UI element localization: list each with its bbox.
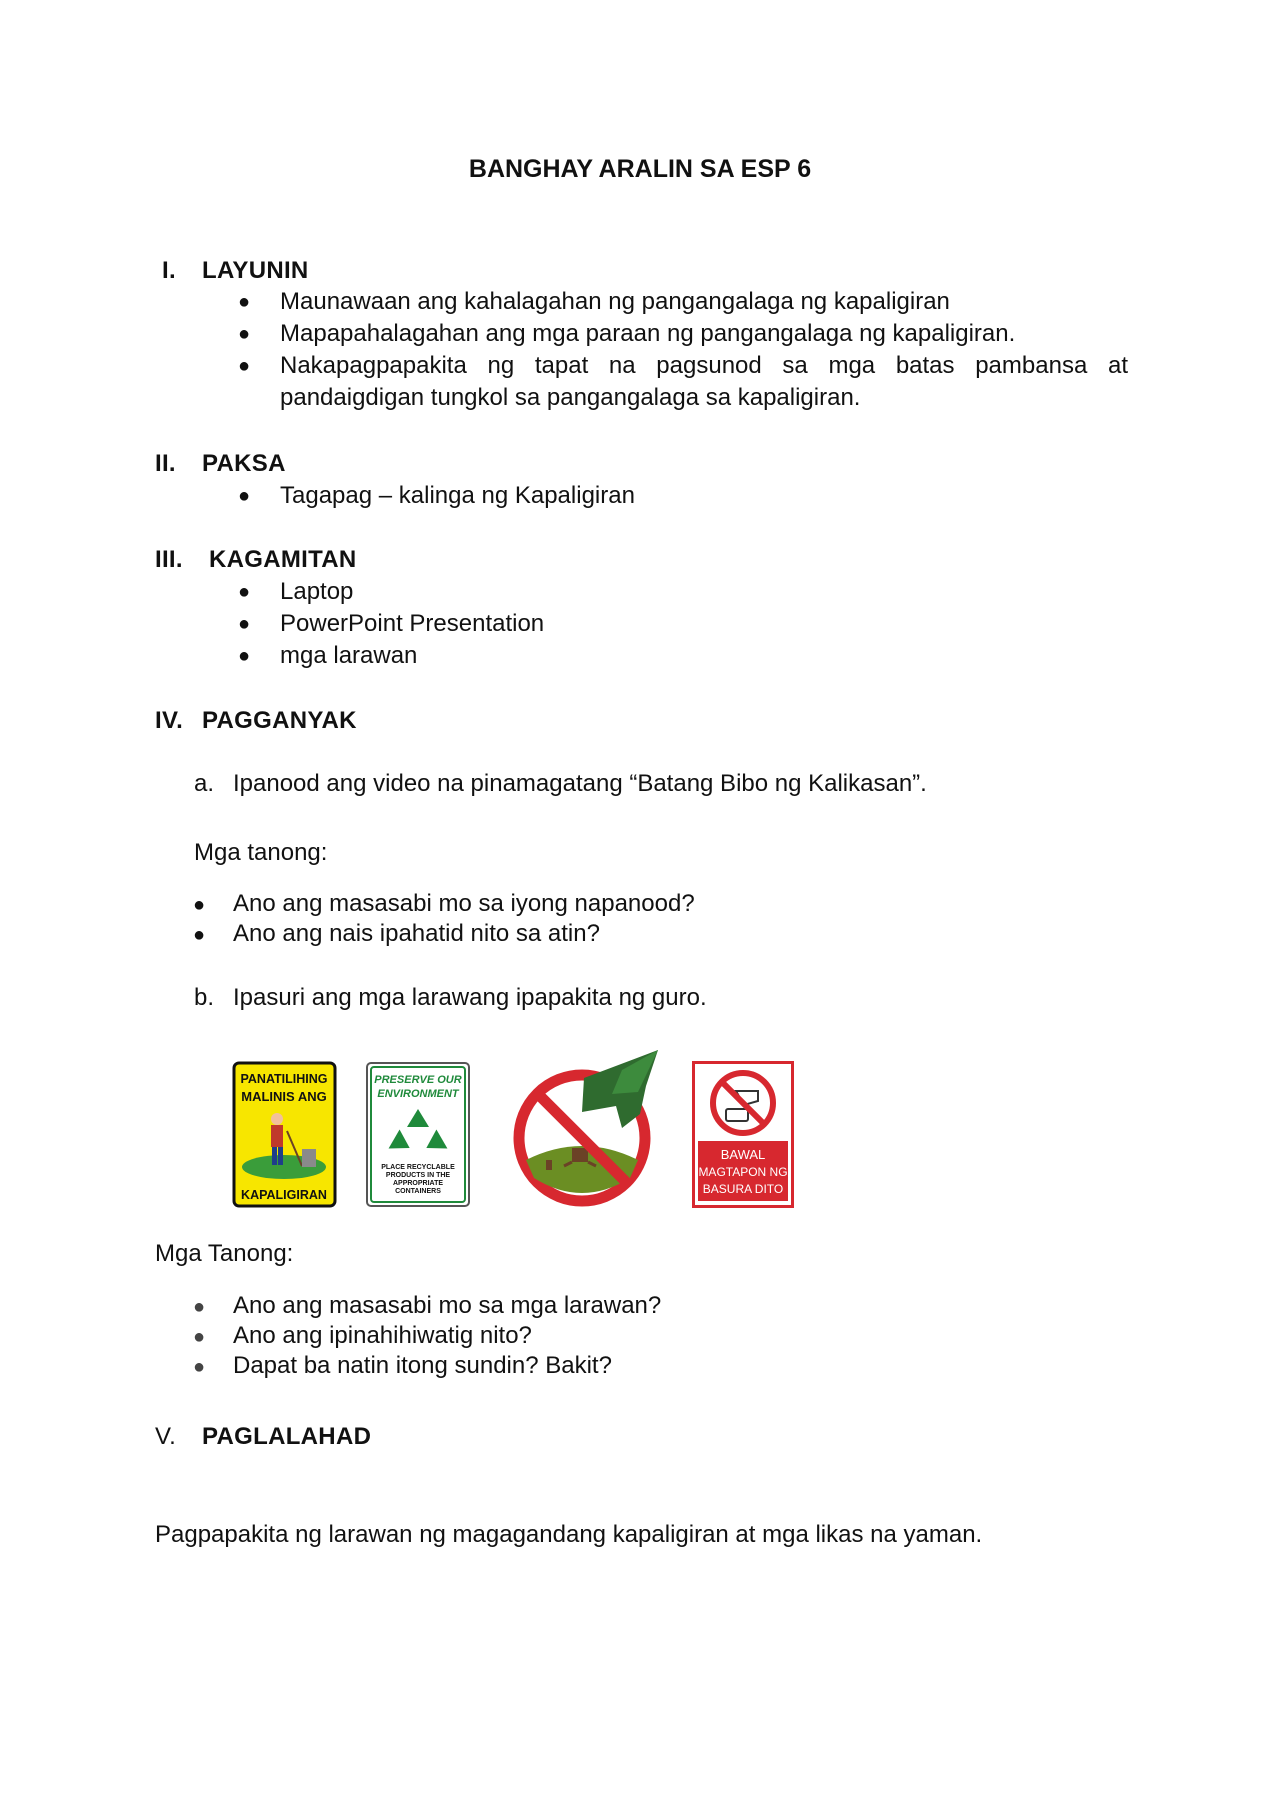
section-number: I. (162, 257, 176, 284)
bullet-icon: ● (238, 581, 251, 603)
sign4-line2-text: MAGTAPON NG (698, 1165, 788, 1179)
paglalahad-body: Pagpapakita ng larawan ng magagandang kapaligiran at mga likas na yaman. (155, 1521, 983, 1548)
sign2-line1-text: PRESERVE OUR (374, 1074, 462, 1086)
question-item: Ano ang masasabi mo sa iyong napanood? (233, 890, 695, 917)
section-label: LAYUNIN (202, 257, 309, 284)
list-item: Nakapagpapakita ng tapat na pagsunod sa mga batas pambansa at (280, 352, 1128, 379)
section-number: IV. (155, 707, 184, 734)
sign2-line2-text: ENVIRONMENT (377, 1088, 459, 1100)
bullet-icon: ● (193, 924, 206, 946)
section-label: PAGGANYAK (202, 707, 357, 734)
no-tree-cutting-sign-image (512, 1048, 662, 1208)
part-a-text: Ipanood ang video na pinamagatang “Batang Bibo ng Kalikasan”. (233, 770, 927, 797)
bullet-icon: ● (193, 1326, 206, 1348)
bullet-icon: ● (238, 485, 251, 507)
sign2-footer-line1: PLACE RECYCLABLE (381, 1164, 455, 1171)
document-title: BANGHAY ARALIN SA ESP 6 (468, 155, 812, 183)
bullet-icon: ● (238, 291, 251, 313)
sign2-footer-line3: APPROPRIATE (392, 1180, 444, 1187)
part-b-label: b. (194, 984, 215, 1011)
sign2-footer-line4: CONTAINERS (395, 1188, 441, 1195)
bullet-icon: ● (238, 613, 251, 635)
sign1-mid-text: MALINIS ANG (241, 1089, 327, 1104)
question-item: Ano ang nais ipahatid nito sa atin? (233, 920, 600, 947)
list-item: PowerPoint Presentation (280, 610, 545, 637)
bullet-icon: ● (193, 1356, 206, 1378)
sign4-line1-text: BAWAL (720, 1147, 766, 1162)
list-item-continuation: pandaigdigan tungkol sa pangangalaga sa kapaligiran. (280, 384, 861, 411)
questions-a-label: Mga tanong: (194, 839, 328, 866)
list-item: Laptop (280, 578, 354, 605)
list-item: Maunawaan ang kahalagahan ng pangangalaga ng kapaligiran (280, 288, 950, 315)
bullet-icon: ● (238, 355, 251, 377)
section-number: V. (155, 1423, 177, 1450)
bullet-icon: ● (238, 323, 251, 345)
section-label: PAKSA (202, 450, 286, 477)
bawal-magtapon-sign-image (692, 1061, 794, 1208)
sign-preserve-environment-image (365, 1061, 471, 1208)
section-number: III. (155, 546, 183, 573)
part-b-text: Ipasuri ang mga larawang ipapakita ng guro. (233, 984, 707, 1011)
question-item: Ano ang masasabi mo sa mga larawan? (233, 1292, 662, 1319)
section-label: KAGAMITAN (209, 546, 357, 573)
list-item: Mapapahalagahan ang mga paraan ng pangangalaga ng kapaligiran. (280, 320, 1016, 347)
sign1-bottom-text: KAPALIGIRAN (241, 1188, 327, 1202)
list-item: mga larawan (280, 642, 418, 669)
sign2-footer-line2: PRODUCTS IN THE (385, 1172, 451, 1179)
question-item: Ano ang ipinahihiwatig nito? (233, 1322, 532, 1349)
bullet-icon: ● (193, 894, 206, 916)
sign1-top-text: PANATILIHING (240, 1072, 328, 1086)
sign-panatilihing-malinis-image (232, 1061, 337, 1208)
bullet-icon: ● (238, 645, 251, 667)
section-number: II. (155, 450, 176, 477)
question-item: Dapat ba natin itong sundin? Bakit? (233, 1352, 612, 1379)
part-a-label: a. (194, 770, 215, 797)
section-label: PAGLALAHAD (202, 1423, 372, 1450)
bullet-icon: ● (193, 1296, 206, 1318)
questions-b-label: Mga Tanong: (155, 1240, 294, 1267)
sign4-line3-text: BASURA DITO (702, 1182, 784, 1196)
list-item: Tagapag – kalinga ng Kapaligiran (280, 482, 635, 509)
